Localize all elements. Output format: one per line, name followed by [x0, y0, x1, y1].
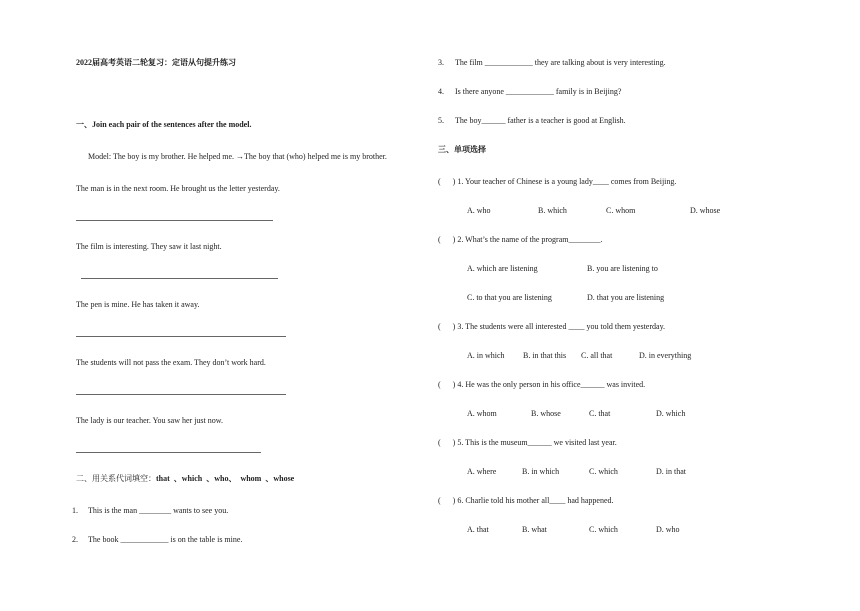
section2-heading-label: 二、用关系代词填空： [76, 474, 156, 483]
section3-heading: 三、单项选择 [438, 145, 486, 154]
page-title: 2022届高考英语二轮复习：定语从句提升练习 [76, 58, 236, 67]
fill-number: 3. [438, 58, 444, 67]
option: D. whose [690, 206, 721, 215]
option: A. whom [467, 409, 497, 418]
fill-sentence: Is there anyone ____________ family is in Beijing? [455, 87, 622, 96]
option: C. all that [581, 351, 613, 360]
option: B. whose [531, 409, 561, 418]
fill-number: 5. [438, 116, 444, 125]
section1-heading: 一、Join each pair of the sentences after the model. [76, 120, 252, 129]
exercise-sentence: The man is in the next room. He brought us the letter yesterday. [76, 184, 280, 193]
option: C. that [589, 409, 611, 418]
fill-sentence: The book ____________ is on the table is mine. [88, 535, 243, 544]
option: B. in which [522, 467, 560, 476]
option: C. to that you are listening [467, 293, 552, 302]
exercise-sentence: The pen is mine. He has taken it away. [76, 300, 200, 309]
question: ( ) 6. Charlie told his mother all____ had happened. [438, 496, 614, 505]
option: D. who [656, 525, 680, 534]
option: B. you are listening to [587, 264, 658, 273]
option: B. in that this [523, 351, 567, 360]
fill-number: 2. [72, 535, 78, 544]
option: A. where [467, 467, 497, 476]
question: ( ) 1. Your teacher of Chinese is a young lady____ comes from Beijing. [438, 177, 677, 186]
option: A. which are listening [467, 264, 538, 273]
option: D. that you are listening [587, 293, 665, 302]
option: A. in which [467, 351, 505, 360]
question: ( ) 3. The students were all interested ____ you told them yesterday. [438, 322, 666, 331]
answer-line [76, 394, 286, 395]
fill-number: 4. [438, 87, 444, 96]
option: C. which [589, 467, 618, 476]
model-sentence: Model: The boy is my brother. He helped me. →The boy that (who) helped me is my brother. [88, 152, 387, 161]
option: A. who [467, 206, 491, 215]
fill-sentence: The boy______ father is a teacher is good at English. [455, 116, 626, 125]
question: ( ) 2. What’s the name of the program________. [438, 235, 603, 244]
option: D. which [656, 409, 686, 418]
exercise-sentence: The film is interesting. They saw it last night. [76, 242, 222, 251]
fill-sentence: The film ____________ they are talking about is very interesting. [455, 58, 666, 67]
answer-line [76, 336, 286, 337]
answer-line [81, 278, 278, 279]
option: C. whom [606, 206, 636, 215]
answer-line [76, 220, 273, 221]
option: D. in everything [639, 351, 692, 360]
option: B. which [538, 206, 567, 215]
exercise-sentence: The lady is our teacher. You saw her just now. [76, 416, 224, 425]
question: ( ) 4. He was the only person in his office______ was invited. [438, 380, 646, 389]
fill-sentence: This is the man ________ wants to see you. [88, 506, 229, 515]
exercise-sentence: The students will not pass the exam. They don’t work hard. [76, 358, 266, 367]
answer-line [76, 452, 261, 453]
question: ( ) 5. This is the museum______ we visited last year. [438, 438, 617, 447]
section2-heading [76, 475, 294, 483]
option: D. in that [656, 467, 686, 476]
option: C. which [589, 525, 618, 534]
fill-number: 1. [72, 506, 78, 515]
option: A. that [467, 525, 489, 534]
option: B. what [522, 525, 547, 534]
pronoun-list: that 、which 、who、 whom 、whose [156, 474, 295, 483]
